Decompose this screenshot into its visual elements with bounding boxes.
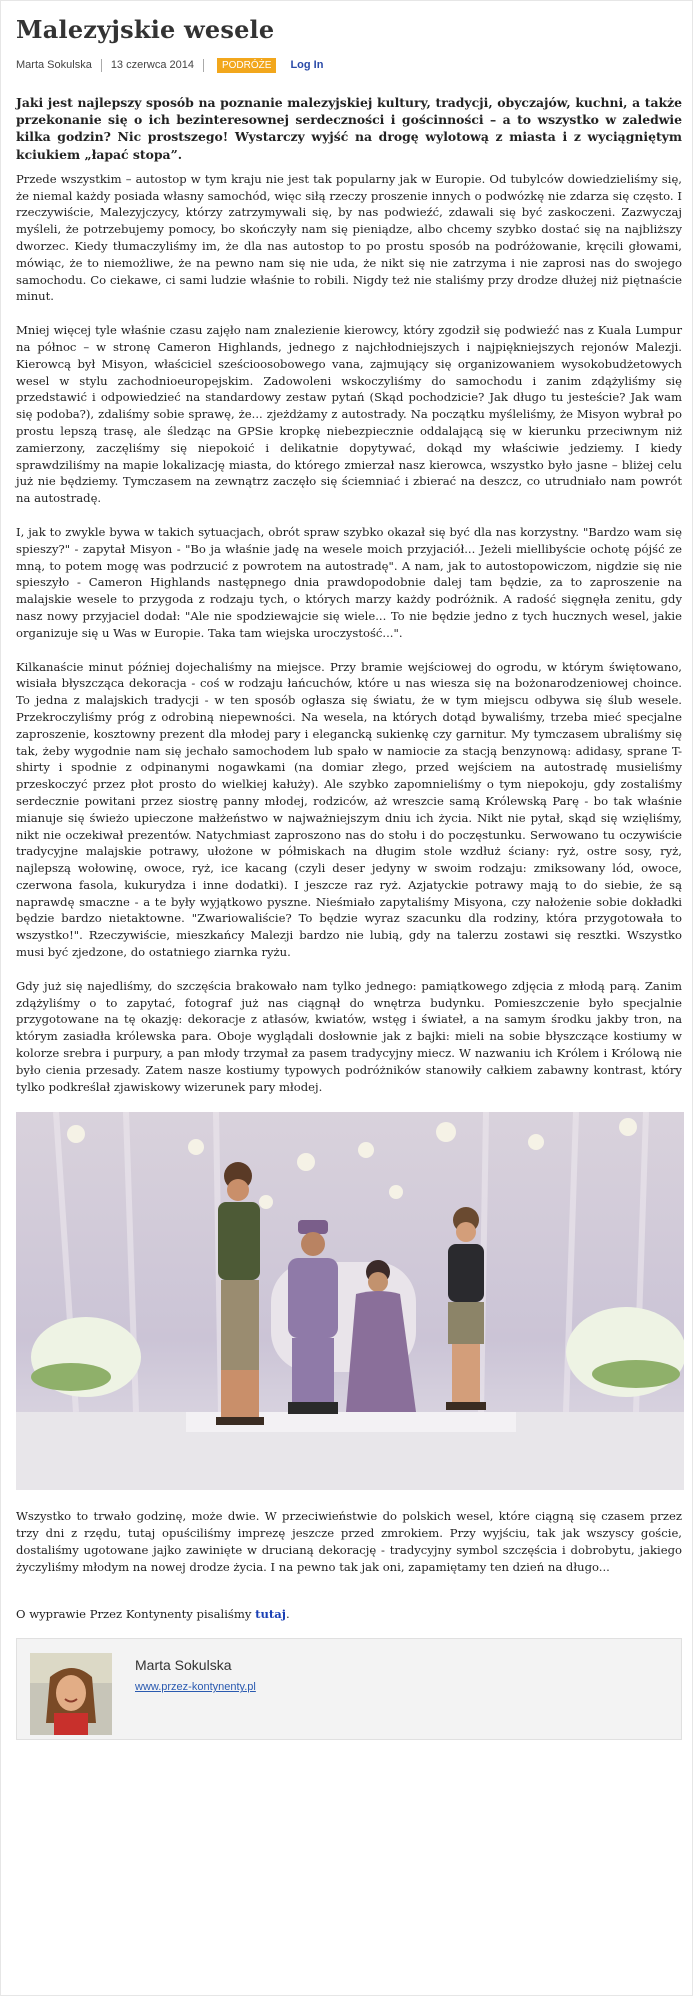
login-link[interactable]: Log In <box>290 59 324 71</box>
expedition-link[interactable]: tutaj <box>255 1606 286 1621</box>
publish-date: 13 czerwca 2014 <box>110 59 194 71</box>
author-avatar <box>30 1653 112 1735</box>
article-lead: Jaki jest najlepszy sposób na poznanie malezyjskiej kultury, tradycji, obyczajów, kuchni, a także przekonanie się o ich bezinteresownej serdeczności i gościnności – a to wszystko w zaledwie kilka godzin? Nic prostszego! Wystarczy wyjść na drogę wylotową z miasta i z wyciągniętym kciukiem „łapać stopa”. <box>16 95 682 162</box>
author-name: Marta Sokulska <box>16 59 92 71</box>
closing-paragraph: Wszystko to trwało godzinę, może dwie. W przeciwieństwie do polskich wesel, które ciągną się czasem przez trzy dni z rzędu, tutaj opuściliśmy imprezę jeszcze przed zmrokiem. Przy wyjściu, tak jak wszyscy goście, dostaliśmy ugotowane jajko zawinięte w drucianą dekorację - tradycyjny symbol szczęścia i dobrobytu, jakiego życzyliśmy młodym na nowej drodze życia. I na pewno tak jak oni, zapamiętamy ten dzień na długo... <box>16 1509 682 1574</box>
article-meta <box>16 56 682 74</box>
wedding-photo <box>16 1112 684 1490</box>
meta-divider <box>101 59 102 72</box>
article-title: Malezyjskie wesele <box>16 15 275 44</box>
article-paragraph: Przede wszystkim – autostop w tym kraju nie jest tak popularny jak w Europie. Od tubylców dowiedzieliśmy się, że niemal każdy posiada własny samochód, więc siłą rzeczy proszenie innych o podwózkę nie zdarza się często. I rzeczywiście, Malezyjczycy, którzy zatrzymywali się, by nas podwieźć, zdawali się być zaskoczeni. Zazwyczaj myśleli, że potrzebujemy pomocy, bo skończyły nam się pieniądze, albo chcemy szybko dostać się na najbliższy dworzec. Kiedy tłumaczyliśmy im, że dla nas autostop to po prostu sposób na podróżowanie, kręcili głowami, mówiąc, że to niemożliwe, że na pewno nam się nie uda, że nikt się nie zatrzyma i nie zaprosi nas do swojego samochodu. Co ciekawe, ci sami ludzie właśnie to robili. Nigdy też nie staliśmy przy drodze dłużej niż piętnaście minut. <box>16 171 682 304</box>
author-website-link[interactable]: www.przez-kontynenty.pl <box>135 1681 256 1694</box>
author-box-name: Marta Sokulska <box>135 1657 232 1674</box>
article-paragraph: Gdy już się najedliśmy, do szczęścia brakowało nam tylko jednego: pamiątkowego zdjęcia z młodą parą. Zanim zdążyliśmy o to zapytać, fotograf już nas ciągnął do wnętrza budynku. Pomieszczenie było specjalnie przygotowane na tę okazję: dekoracje z atłasów, kwiatów, wstęg i świateł, a na samym środku jakby tron, na którym zasiadła królewska para. Oboje wyglądali dosłownie jak z bajki: mieli na sobie błyszczące kostiumy w kolorze srebra i purpury, a pan młody trzymał za pasem tradycyjny miecz. W nazwaniu ich Królem i Królową nie było cienia przesady. Zatem nasze kostiumy typowych podróżników stanowiły całkiem zabawny kontrast, który tylko podkreślał zjawiskowy wizerunek pary młodej. <box>16 978 682 1094</box>
article-paragraph: Mniej więcej tyle właśnie czasu zajęło nam znalezienie kierowcy, który zgodził się podwieźć nas z Kuala Lumpur na północ – w stronę Cameron Highlands, jednego z najchłodniejszych i najpiękniejszych rejonów Malezji. Kierowcą był Misyon, właściciel sześcioosobowego vana, zajmujący się organizowaniem wysokobudżetowych wesel w stylu zachodnioeuropejskim. Zadowoleni wskoczyliśmy do samochodu i zanim zdążyliśmy się przedstawić i odpowiedzieć na standardowy zestaw pytań (Skąd pochodzicie? Jak długo tu jesteście? Jak wam się podoba?), zdaliśmy sobie sprawę, że... zjeżdżamy z autostrady. Na początku myśleliśmy, że Misyon wybrał po prostu lepszą trasę, ale śledząc na GPSie kropkę niebezpiecznie oddalającą się w kierunku przeciwnym niż zamierzony, zaczęliśmy się niepokoić i delikatnie dopytywać, dokąd my właściwie jedziemy. I kiedy sprawdziliśmy na mapie lokalizację miasta, do którego zmierzał nasz kierowca, wszystko było jasne – bliżej celu już nie będziemy. Tymczasem na zewnątrz zaczęło się ściemniać i zbierać na deszcz, co utrudniało nam powrót na autostradę. <box>16 323 682 506</box>
expedition-note <box>16 1606 682 1623</box>
category-tag[interactable]: PODRÓŻE <box>217 58 276 73</box>
article-paragraph: I, jak to zwykle bywa w takich sytuacjach, obrót spraw szybko okazał się być dla nas korzystny. "Bardzo wam się spieszy?" - zapytał Misyon - "Bo ja właśnie jadę na wesele moich przyjaciół... Jeżeli miellibyście ochotę pójść ze mną, to potem mogę was podrzucić z powrotem na autostradę". A nam, jak to autostopowiczom, nigdzie się nie spieszyło - Cameron Highlands następnego dnia prawdopodobnie dalej tam będzie, za to zaproszenie na malajskie wesele to przygoda z rodzaju tych, o których marzy każdy podróżnik. A radość sięgnęła zenitu, gdy nasz nowy przyjaciel dodał: "Ale nie spodziewajcie się wiele... To nie będzie jedno z tych hucznych wesel, jakie organizuje się u Was w Europie. Taka tam wiejska uroczystość...". <box>16 524 682 640</box>
article-container <box>1 1 692 1740</box>
expedition-note-text: O wyprawie Przez Kontynenty pisaliśmy <box>16 1606 256 1621</box>
expedition-note-end: . <box>285 1606 290 1621</box>
article-paragraph: Kilkanaście minut później dojechaliśmy na miejsce. Przy bramie wejściowej do ogrodu, w którym świętowano, wisiała błyszcząca dekoracja - coś w rodzaju łańcuchów, które u nas wiesza się na bożonarodzeniowej choince. To jedna z malajskich tradycji - w ten sposób ogłasza się światu, że w tym miejscu odbywa się ślub wesele. Przekroczyliśmy próg z odrobiną niepewności. Na wesela, na których dotąd bywaliśmy, trzeba mieć specjalne zaproszenie, kosztowny prezent dla młodej pary i elegancką sukienkę czy garnitur. My tymczasem ubraliśmy się tak, żeby wygodnie nam się jechało samochodem lub spało w namiocie za stacją benzynową: adidasy, sprane T-shirty i spodnie z odpinanymi nogawkami (na domiar złego, przed wejściem na autostradę musieliśmy przeskoczyć przez płot prosto do wielkiej kałuży). Ale szybko zapomnieliśmy o tym niepokoju, gdy zostaliśmy serdecznie powitani przez siostrę panny młodej, rodziców, aż wreszcie samą Królewską Parę - bo tak właśnie mianuje się świeżo upieczone małżeństwo w najważniejszym dniu ich życia. Nikt nie pytał, skąd się wzięliśmy, nikt nie oczekiwał prezentów. Natychmiast zaproszono nas do stołu i do poczęstunku. Serwowano tu oczywiście tradycyjne malajskie potrawy, ułożone w półmiskach na długim stole wzdłuż ściany: ryż, ostre sosy, ryż, najlepszą wołowinę, owoce, ryż, ice kacang (czyli deser jedyny w swoim rodzaju: zmiksowany lód, owoce, czerwona fasola, kukurydza i inne dodatki). I jeszcze raz ryż. Azjatyckie potrawy mają to do siebie, że są naprawdę smaczne - a te były wyjątkowo pyszne. Nieśmiało zapytaliśmy Misyona, czy nałożenie sobie dokładki będzie bardzo nietaktowne. "Zwariowaliście? To będzie wyraz szacunku dla rodziny, która przygotowała to wszystko!". Rzeczywiście, mieszkańcy Malezji bardzo nie lubią, gdy na talerzu zostawi się resztki. Wszystko musi być zjedzone, do ostatniego ziarnka ryżu. <box>16 659 682 960</box>
meta-divider <box>203 59 204 72</box>
author-box <box>16 1638 682 1740</box>
